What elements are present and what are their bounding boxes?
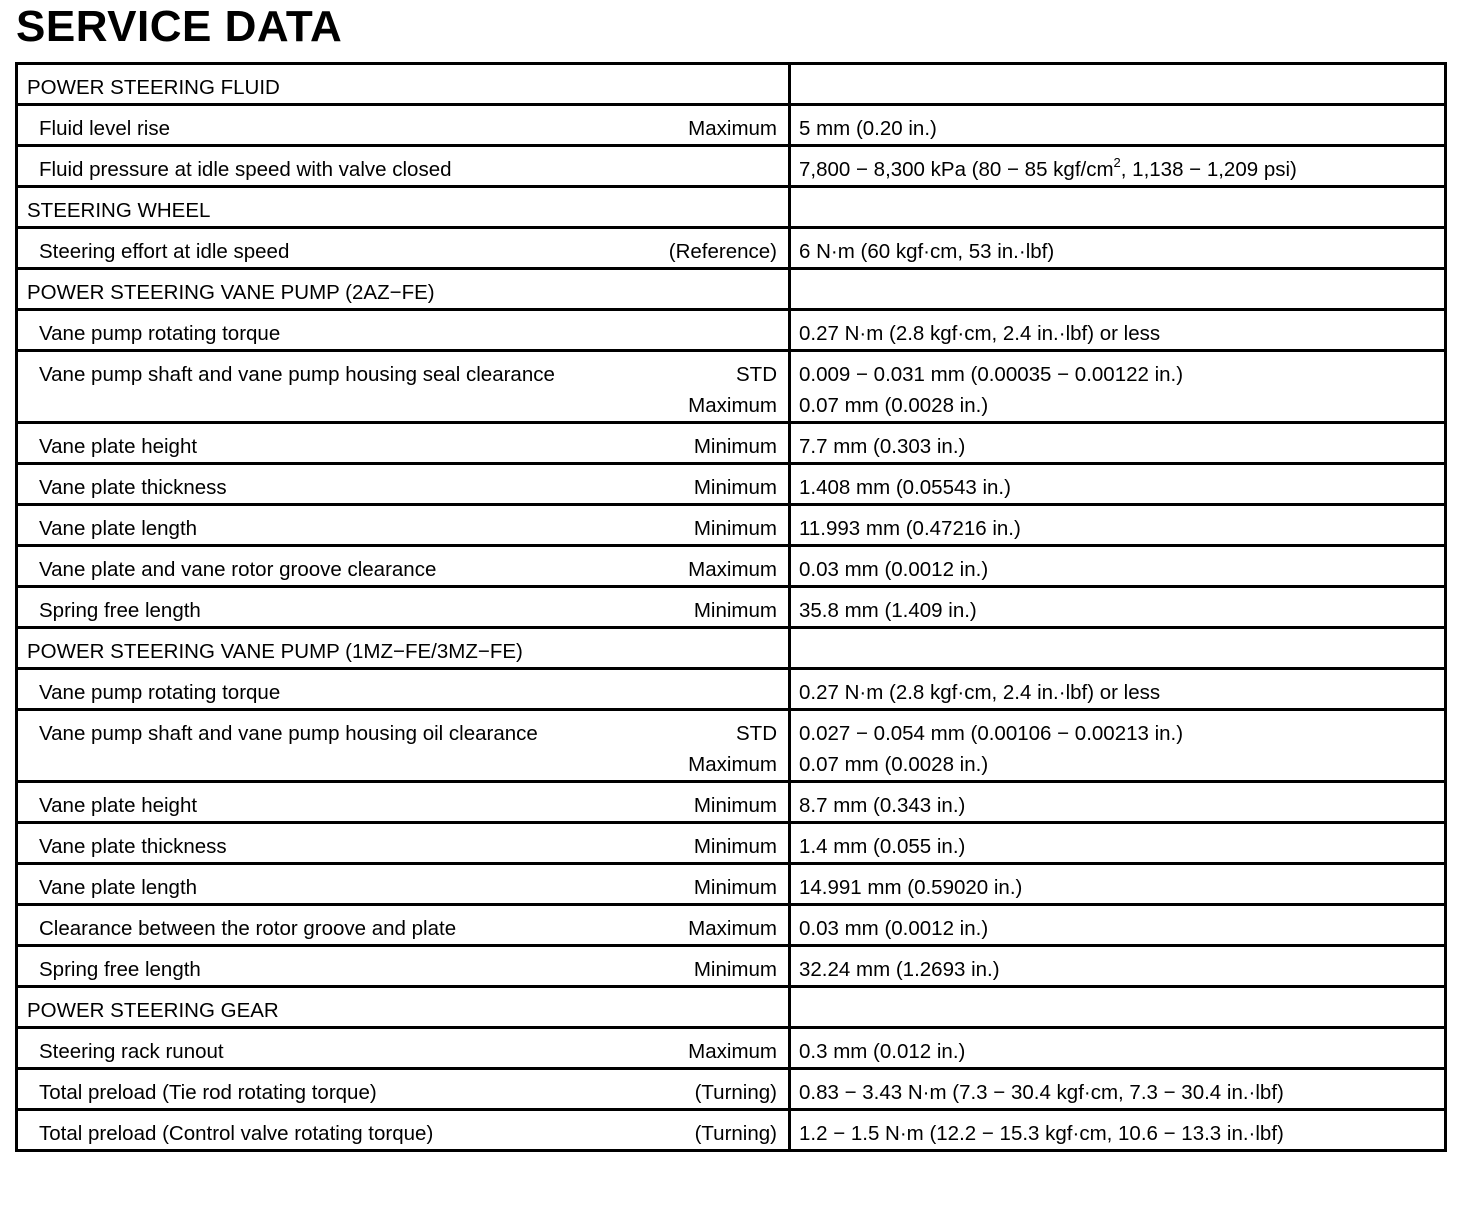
section-row — [17, 269, 1446, 310]
value-cell — [790, 464, 1446, 505]
section-heading: POWER STEERING VANE PUMP (1MZ−FE/3MZ−FE) — [27, 640, 523, 663]
item-cell — [17, 710, 790, 782]
table-row — [17, 905, 1446, 946]
table-row — [17, 351, 1446, 423]
table-row — [17, 782, 1446, 823]
item-label: Steering effort at idle speed — [39, 240, 290, 263]
value-cell — [790, 628, 1446, 669]
qualifier-label: Maximum — [688, 917, 777, 940]
table-row — [17, 228, 1446, 269]
spec-value: 0.83 − 3.43 N·m (7.3 − 30.4 kgf·cm, 7.3 − 30.4 in.·lbf) — [799, 1081, 1284, 1104]
spec-value: 0.07 mm (0.0028 in.) — [799, 753, 989, 776]
table-row — [17, 864, 1446, 905]
value-cell — [790, 1110, 1446, 1151]
value-cell — [790, 423, 1446, 464]
section-heading: STEERING WHEEL — [27, 199, 211, 222]
item-cell — [17, 546, 790, 587]
item-cell — [17, 782, 790, 823]
qualifier-label: Minimum — [693, 599, 777, 622]
qualifier-label: Maximum — [688, 117, 777, 140]
value-cell — [790, 864, 1446, 905]
spec-value: 0.03 mm (0.0012 in.) — [799, 558, 989, 581]
item-cell — [17, 423, 790, 464]
spec-value: 8.7 mm (0.343 in.) — [799, 794, 966, 817]
item-label: Vane plate height — [39, 435, 198, 458]
table-row — [17, 105, 1446, 146]
service-data-table — [15, 62, 1447, 1152]
item-cell — [17, 269, 790, 310]
qualifier-label: STD — [736, 363, 777, 386]
value-cell — [790, 269, 1446, 310]
spec-value: 0.27 N·m (2.8 kgf·cm, 2.4 in.·lbf) or less — [799, 322, 1161, 345]
section-row — [17, 987, 1446, 1028]
table-row — [17, 423, 1446, 464]
table-body — [17, 64, 1446, 1151]
spec-value: 32.24 mm (1.2693 in.) — [799, 958, 1000, 981]
section-row — [17, 628, 1446, 669]
value-cell — [790, 669, 1446, 710]
item-cell — [17, 146, 790, 187]
value-cell — [790, 987, 1446, 1028]
qualifier-label: Minimum — [693, 835, 777, 858]
section-heading: POWER STEERING VANE PUMP (2AZ−FE) — [27, 281, 435, 304]
value-cell — [790, 310, 1446, 351]
qualifier-label: Maximum — [688, 558, 777, 581]
qualifier-label: (Reference) — [668, 240, 777, 263]
qualifier-label: Maximum — [688, 1040, 777, 1063]
item-label: Fluid level rise — [39, 117, 171, 140]
item-label: Vane plate and vane rotor groove clearance — [39, 558, 437, 581]
item-cell — [17, 1069, 790, 1110]
item-cell — [17, 351, 790, 423]
item-cell — [17, 864, 790, 905]
table-row — [17, 669, 1446, 710]
qualifier-label: Maximum — [688, 394, 777, 417]
value-cell — [790, 351, 1446, 423]
item-label: Vane plate thickness — [39, 476, 227, 499]
section-heading: POWER STEERING GEAR — [27, 999, 279, 1022]
table-row — [17, 823, 1446, 864]
item-label: Total preload (Tie rod rotating torque) — [39, 1081, 377, 1104]
item-label: Vane pump rotating torque — [39, 322, 281, 345]
item-label: Spring free length — [39, 599, 201, 622]
value-cell — [790, 1028, 1446, 1069]
item-cell — [17, 628, 790, 669]
spec-value: 35.8 mm (1.409 in.) — [799, 599, 977, 622]
spec-value-part: , 1,138 − 1,209 psi) — [1120, 158, 1297, 181]
qualifier-label: Maximum — [688, 753, 777, 776]
item-cell — [17, 905, 790, 946]
item-label: Vane plate thickness — [39, 835, 227, 858]
section-row — [17, 187, 1446, 228]
qualifier-label: STD — [736, 722, 777, 745]
item-cell — [17, 1028, 790, 1069]
item-cell — [17, 505, 790, 546]
value-cell — [790, 1069, 1446, 1110]
spec-value: 0.027 − 0.054 mm (0.00106 − 0.00213 in.) — [799, 722, 1184, 745]
item-label: Vane plate length — [39, 517, 198, 540]
spec-value: 0.03 mm (0.0012 in.) — [799, 917, 989, 940]
spec-value: 14.991 mm (0.59020 in.) — [799, 876, 1023, 899]
spec-value: 1.4 mm (0.055 in.) — [799, 835, 966, 858]
spec-value: 5 mm (0.20 in.) — [799, 117, 937, 140]
table-row — [17, 1028, 1446, 1069]
item-label: Clearance between the rotor groove and plate — [39, 917, 457, 940]
spec-value: 1.2 − 1.5 N·m (12.2 − 15.3 kgf·cm, 10.6 − 13.3 in.·lbf) — [799, 1122, 1284, 1145]
table-row — [17, 546, 1446, 587]
item-cell — [17, 823, 790, 864]
page-title: SERVICE DATA — [16, 2, 343, 51]
value-cell — [790, 64, 1446, 105]
value-cell — [790, 782, 1446, 823]
item-cell — [17, 1110, 790, 1151]
section-row — [17, 64, 1446, 105]
spec-value: 6 N·m (60 kgf·cm, 53 in.·lbf) — [799, 240, 1055, 263]
qualifier-label: (Turning) — [694, 1081, 777, 1104]
item-cell — [17, 669, 790, 710]
qualifier-label: Minimum — [693, 794, 777, 817]
value-cell — [790, 228, 1446, 269]
item-cell — [17, 228, 790, 269]
item-cell — [17, 987, 790, 1028]
item-cell — [17, 105, 790, 146]
value-cell — [790, 546, 1446, 587]
spec-value: 0.3 mm (0.012 in.) — [799, 1040, 966, 1063]
table-row — [17, 310, 1446, 351]
table-row — [17, 587, 1446, 628]
item-cell — [17, 587, 790, 628]
value-cell — [790, 710, 1446, 782]
table-row — [17, 946, 1446, 987]
item-label: Vane plate height — [39, 794, 198, 817]
superscript: 2 — [1113, 155, 1121, 170]
table-row — [17, 505, 1446, 546]
item-cell — [17, 310, 790, 351]
qualifier-label: Minimum — [693, 476, 777, 499]
item-cell — [17, 464, 790, 505]
value-cell — [790, 187, 1446, 228]
item-label: Vane plate length — [39, 876, 198, 899]
spec-value: 0.009 − 0.031 mm (0.00035 − 0.00122 in.) — [799, 363, 1184, 386]
item-label: Spring free length — [39, 958, 201, 981]
spec-value — [799, 155, 1297, 182]
table-row — [17, 464, 1446, 505]
item-cell — [17, 64, 790, 105]
value-cell — [790, 946, 1446, 987]
item-cell — [17, 946, 790, 987]
item-label: Vane pump shaft and vane pump housing seal clearance — [39, 363, 555, 386]
spec-value: 7.7 mm (0.303 in.) — [799, 435, 966, 458]
value-cell — [790, 905, 1446, 946]
table-row — [17, 146, 1446, 187]
item-label: Fluid pressure at idle speed with valve closed — [39, 158, 452, 181]
table-row — [17, 710, 1446, 782]
spec-value: 0.07 mm (0.0028 in.) — [799, 394, 989, 417]
item-label: Vane pump shaft and vane pump housing oil clearance — [39, 722, 538, 745]
item-cell — [17, 187, 790, 228]
section-heading: POWER STEERING FLUID — [27, 76, 280, 99]
value-cell — [790, 505, 1446, 546]
value-cell — [790, 105, 1446, 146]
spec-value-part: 7,800 − 8,300 kPa (80 − 85 kgf/cm — [799, 158, 1114, 181]
item-label: Vane pump rotating torque — [39, 681, 281, 704]
qualifier-label: Minimum — [693, 517, 777, 540]
qualifier-label: Minimum — [693, 876, 777, 899]
item-label: Steering rack runout — [39, 1040, 224, 1063]
qualifier-label: Minimum — [693, 435, 777, 458]
table-row — [17, 1110, 1446, 1151]
qualifier-label: Minimum — [693, 958, 777, 981]
value-cell — [790, 587, 1446, 628]
item-label: Total preload (Control valve rotating torque) — [39, 1122, 434, 1145]
table-row — [17, 1069, 1446, 1110]
value-cell — [790, 823, 1446, 864]
spec-value: 1.408 mm (0.05543 in.) — [799, 476, 1011, 499]
qualifier-label: (Turning) — [694, 1122, 777, 1145]
spec-value: 11.993 mm (0.47216 in.) — [799, 517, 1021, 540]
value-cell — [790, 146, 1446, 187]
spec-value: 0.27 N·m (2.8 kgf·cm, 2.4 in.·lbf) or less — [799, 681, 1161, 704]
